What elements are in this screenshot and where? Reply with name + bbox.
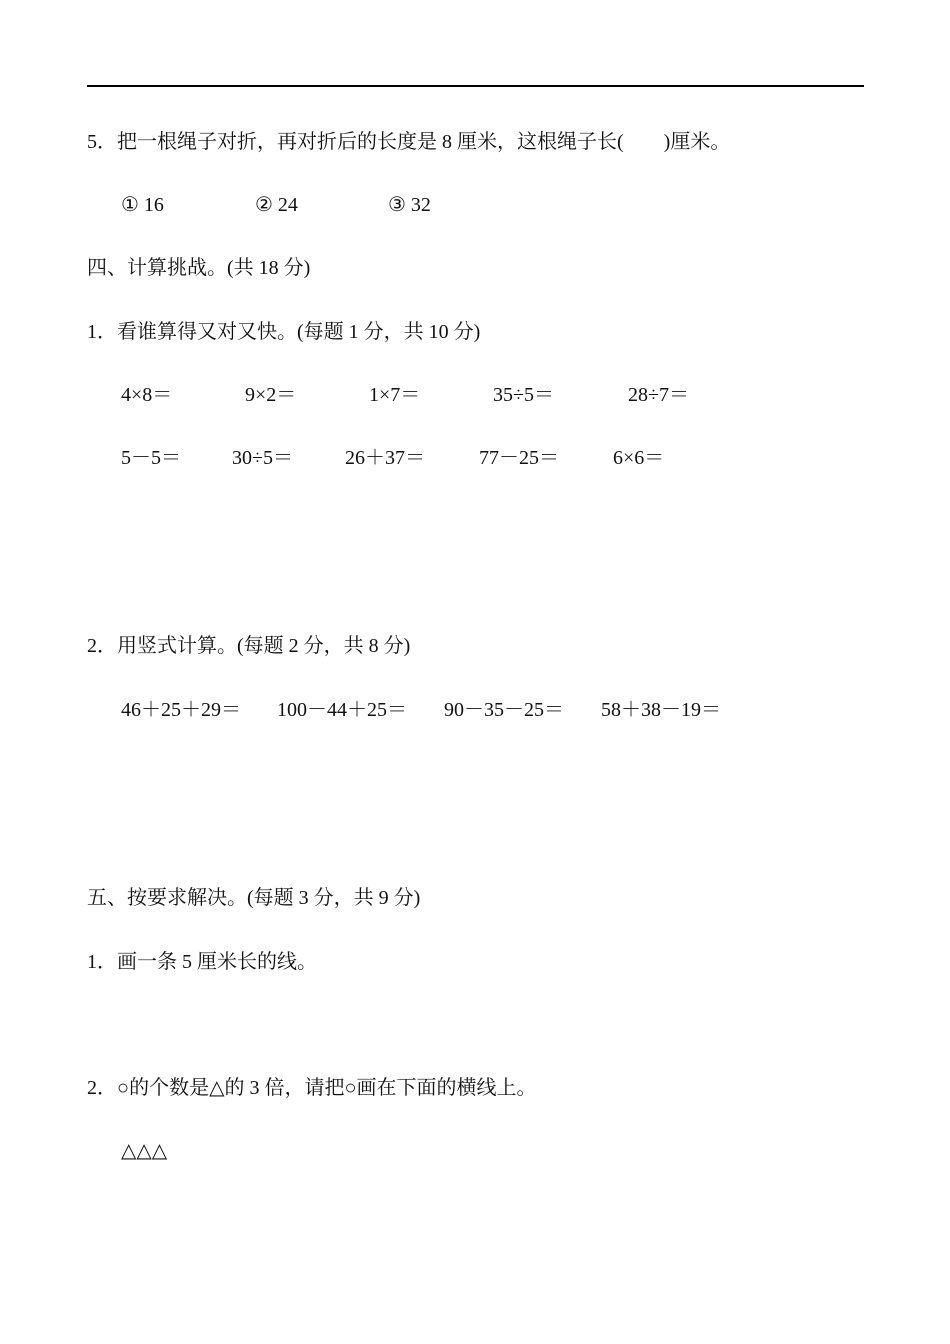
calc-item: 28÷7＝: [628, 384, 689, 406]
section-5-q1: 1．画一条 5 厘米长的线。: [87, 951, 317, 973]
vertical-calc-item: 58＋38－19＝: [601, 699, 721, 721]
vertical-calc-item: 90－35－25＝: [444, 699, 564, 721]
question-5-text: 5．把一根绳子对折，再对折后的长度是 8 厘米，这根绳子长( )厘米。: [87, 131, 731, 153]
header-rule: [87, 85, 864, 87]
q5-option-2: ② 24: [255, 194, 298, 216]
vertical-calc-item: 100－44＋25＝: [277, 699, 407, 721]
q5-option-1: ① 16: [121, 194, 164, 216]
section-5-title: 五、按要求解决。(每题 3 分，共 9 分): [87, 887, 421, 909]
calc-item: 4×8＝: [121, 384, 173, 406]
calc-item: 35÷5＝: [493, 384, 554, 406]
calc-item: 77－25＝: [479, 447, 559, 469]
vertical-calc-item: 46＋25＋29＝: [121, 699, 241, 721]
section-5-q2: 2．○的个数是△的 3 倍，请把○画在下面的横线上。: [87, 1077, 537, 1099]
q5-option-3: ③ 32: [388, 194, 431, 216]
calc-item: 9×2＝: [245, 384, 297, 406]
section-4-q2-title: 2．用竖式计算。(每题 2 分，共 8 分): [87, 635, 411, 657]
triangles-row: △△△: [121, 1140, 168, 1162]
section-4-q1-title: 1．看谁算得又对又快。(每题 1 分，共 10 分): [87, 321, 481, 343]
calc-item: 26＋37＝: [345, 447, 425, 469]
calc-item: 1×7＝: [369, 384, 421, 406]
calc-item: 6×6＝: [613, 447, 665, 469]
calc-item: 30÷5＝: [232, 447, 293, 469]
section-4-title: 四、计算挑战。(共 18 分): [87, 257, 311, 279]
calc-item: 5－5＝: [121, 447, 181, 469]
